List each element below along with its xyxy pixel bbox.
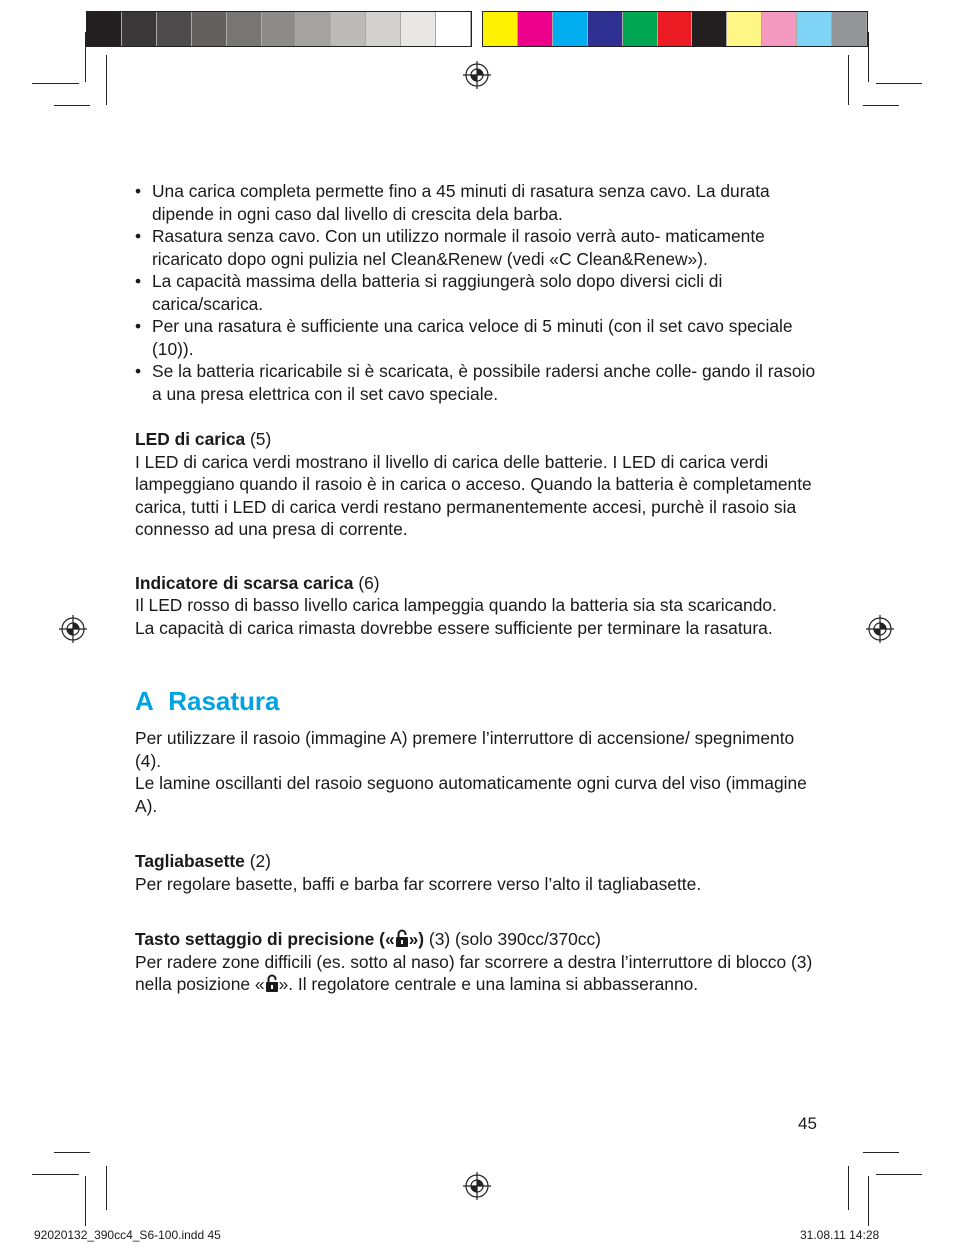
crop-mark bbox=[863, 1152, 899, 1153]
color-swatch bbox=[436, 12, 471, 46]
low-ref: (6) bbox=[353, 572, 380, 593]
precision-ref: (3) (solo 390cc/370cc) bbox=[424, 929, 601, 949]
list-item: • Rasatura senza cavo. Con un utilizzo normale il rasoio verrà auto- maticamente ricaricato dopo ogni pulizia nel Clean&Renew (vedi «C Clean&Renew»). bbox=[135, 225, 825, 270]
precision-body-b: ». Il regolatore centrale e una lamina si abbasseranno. bbox=[278, 974, 699, 994]
color-swatch bbox=[553, 12, 588, 46]
low-body-2: La capacità di carica rimasta dovrebbe essere sufficiente per terminare la rasatura. bbox=[135, 617, 773, 638]
list-item: • Se la batteria ricaricabile si è scaricata, è possibile radersi anche colle- gando il rasoio a una presa elettrica con il set cavo speciale. bbox=[135, 360, 825, 405]
registration-mark-icon bbox=[463, 1172, 491, 1200]
trimmer-ref: (2) bbox=[244, 851, 271, 871]
led-title: LED di carica bbox=[135, 429, 246, 449]
color-swatch bbox=[832, 12, 867, 46]
color-swatch bbox=[518, 12, 553, 46]
color-swatch bbox=[727, 12, 762, 46]
color-swatch bbox=[762, 12, 797, 46]
color-swatch bbox=[262, 12, 297, 46]
crop-mark bbox=[848, 1166, 849, 1210]
intro-section bbox=[135, 727, 825, 817]
color-swatch bbox=[623, 12, 658, 46]
intro-p2: Le lamine oscillanti del rasoio seguono automaticamente ogni curva del viso (immagine A). bbox=[135, 773, 807, 816]
footer-date: 31.08.11 14:28 bbox=[800, 1228, 880, 1242]
registration-mark-icon bbox=[866, 615, 894, 643]
list-item: • Per una rasatura è sufficiente una carica veloce di 5 minuti (con il set cavo speciale (10)). bbox=[135, 315, 825, 360]
color-swatch bbox=[588, 12, 623, 46]
section-heading bbox=[135, 686, 825, 716]
crop-mark bbox=[32, 1174, 79, 1175]
color-swatch bbox=[87, 12, 122, 46]
led-body: I LED di carica verdi mostrano il livello di carica delle batterie. I LED di carica verdi lampeggiano quando il rasoio è in carica o acceso. Quando la batteria è completamente carica, tutti i LED di carica verdi restano permanentemente accesi, purchè il rasoio sia connesso ad una presa di corrente. bbox=[135, 451, 812, 539]
precision-title-a: Tasto settaggio di precisione (« bbox=[135, 929, 395, 949]
lock-icon bbox=[265, 974, 279, 992]
trimmer-title: Tagliabasette bbox=[135, 851, 245, 871]
list-item: • La capacità massima della batteria si raggiungerà solo dopo diversi cicli di carica/scarica. bbox=[135, 270, 825, 315]
crop-mark bbox=[863, 105, 899, 106]
crop-mark bbox=[54, 105, 90, 106]
color-swatch bbox=[692, 12, 727, 46]
process-color-bar bbox=[482, 11, 868, 47]
color-swatch bbox=[401, 12, 436, 46]
lock-icon bbox=[395, 929, 409, 947]
trimmer-section bbox=[135, 850, 825, 895]
crop-mark bbox=[85, 1176, 86, 1226]
color-swatch bbox=[483, 12, 518, 46]
low-charge-section bbox=[135, 572, 825, 640]
led-ref: (5) bbox=[245, 429, 272, 449]
crop-mark bbox=[106, 55, 107, 105]
crop-mark bbox=[54, 1152, 90, 1153]
color-swatch bbox=[797, 12, 832, 46]
crop-mark bbox=[876, 1174, 922, 1175]
precision-title-b: ») bbox=[408, 929, 425, 949]
list-item: • Una carica completa permette fino a 45 minuti di rasatura senza cavo. La durata dipende in ogni caso dal livello di crescita dela barba. bbox=[135, 180, 825, 225]
heading-letter: A bbox=[135, 686, 154, 716]
page-content bbox=[135, 180, 825, 996]
low-title: Indicatore di scarsa carica bbox=[135, 572, 354, 593]
crop-mark bbox=[848, 55, 849, 105]
crop-mark bbox=[106, 1166, 107, 1210]
trimmer-body: Per regolare basette, baffi e barba far scorrere verso l’alto il tagliabasette. bbox=[135, 873, 702, 894]
precision-body-a: Per radere zone difficili (es. sotto al naso) far scorrere a destra l’interruttore di blocco (3) nella posizione « bbox=[135, 951, 813, 994]
page-number: 45 bbox=[798, 1114, 817, 1133]
color-swatch bbox=[227, 12, 262, 46]
heading-title: Rasatura bbox=[168, 686, 280, 716]
color-swatch bbox=[658, 12, 693, 46]
crop-mark bbox=[32, 83, 79, 84]
led-section bbox=[135, 428, 825, 541]
precision-section bbox=[135, 928, 825, 996]
footer-file: 92020132_390cc4_S6-100.indd 45 bbox=[34, 1228, 221, 1242]
color-swatch bbox=[331, 12, 366, 46]
color-swatch bbox=[366, 12, 401, 46]
color-swatch bbox=[192, 12, 227, 46]
crop-mark bbox=[85, 32, 86, 82]
intro-p1: Per utilizzare il rasoio (immagine A) premere l’interruttore di accensione/ spegnimento (4). bbox=[135, 728, 795, 771]
crop-mark bbox=[868, 1176, 869, 1226]
color-swatch bbox=[122, 12, 157, 46]
crop-mark bbox=[876, 83, 922, 84]
color-swatch bbox=[296, 12, 331, 46]
color-swatch bbox=[157, 12, 192, 46]
low-body-1: Il LED rosso di basso livello carica lampeggia quando la batteria sia sta scaricando. bbox=[135, 595, 777, 615]
registration-mark-icon bbox=[463, 61, 491, 89]
crop-mark bbox=[868, 32, 869, 82]
grayscale-color-bar bbox=[86, 11, 472, 47]
registration-mark-icon bbox=[59, 615, 87, 643]
bullet-list bbox=[135, 180, 825, 405]
